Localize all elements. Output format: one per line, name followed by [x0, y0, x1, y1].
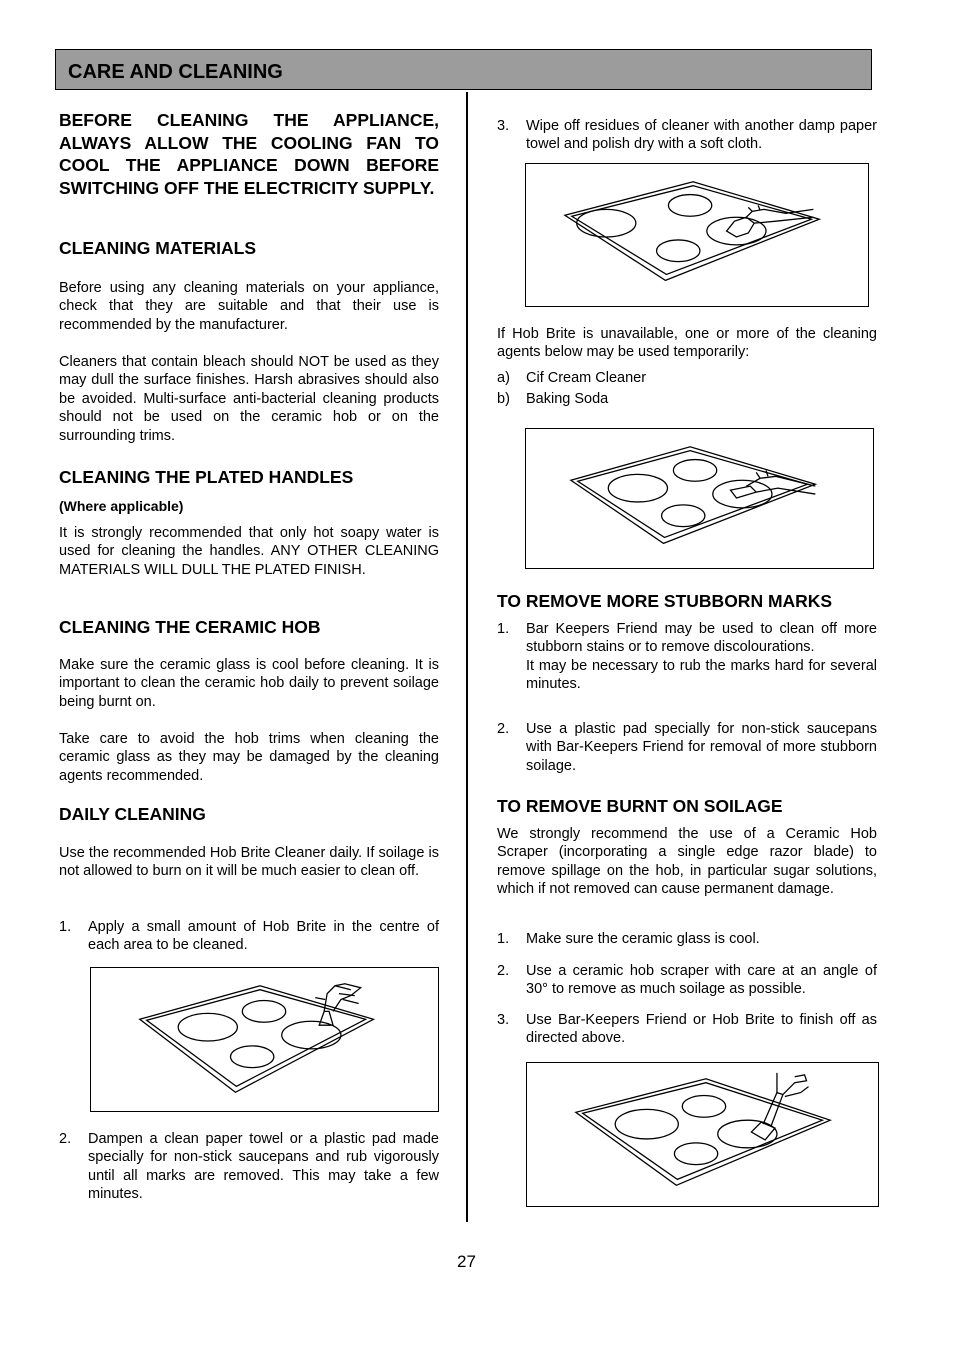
subheading-where-applicable: (Where applicable): [59, 498, 184, 514]
step-number: 2.: [497, 721, 510, 737]
hob-illustration-apply: [91, 968, 438, 1111]
burnt-paragraph: We strongly recommend the use of a Ceramic Hob Scraper (incorporating a single edge razor blade) to remove spillage on the hob, in particular sugar solutions, which if not removed can cause permanent damage.: [497, 826, 877, 898]
heading-cleaning-materials: CLEANING MATERIALS: [59, 238, 257, 258]
step-text: Use Bar-Keepers Friend or Hob Brite to finish off as directed above.: [526, 1012, 877, 1047]
hob-illustration-scraper: [527, 1063, 878, 1206]
item-label: a): [497, 370, 510, 386]
step-number: 1.: [497, 931, 510, 947]
item-text: Baking Soda: [526, 391, 609, 407]
step-number: 3.: [497, 118, 510, 134]
step-number: 2.: [497, 963, 510, 979]
hob-illustration-polish: [526, 164, 868, 306]
heading-daily-cleaning: DAILY CLEANING: [59, 804, 206, 824]
figure-alternative-cleaners: [525, 428, 874, 569]
heading-plated-handles: CLEANING THE PLATED HANDLES: [59, 467, 354, 487]
hob-paragraph-1: Make sure the ceramic glass is cool before cleaning. It is important to clean the ceramic hob daily to prevent soilage being burnt on.: [59, 657, 439, 710]
step-text: Use a plastic pad specially for non-stick saucepans with Bar-Keepers Friend for removal of more stubborn soilage.: [526, 721, 877, 774]
step-number: 1.: [59, 919, 72, 935]
alternatives-intro: If Hob Brite is unavailable, one or more of the cleaning agents below may be used temporarily:: [497, 326, 877, 361]
step-number: 3.: [497, 1012, 510, 1028]
daily-step-3: [497, 117, 877, 157]
item-text: Cif Cream Cleaner: [526, 370, 647, 386]
step-number: 2.: [59, 1131, 72, 1147]
stubborn-step-1: [497, 620, 877, 710]
item-label: b): [497, 391, 510, 407]
stubborn-step-2: [497, 720, 877, 778]
daily-step-2: [59, 1130, 439, 1206]
figure-hob-scraper: [526, 1062, 879, 1207]
figure-apply-cleaner: [90, 967, 439, 1112]
step-text-line-2: It may be necessary to rub the marks hard for several minutes.: [526, 657, 877, 693]
heading-stubborn-marks: TO REMOVE MORE STUBBORN MARKS: [497, 591, 833, 611]
column-divider: [466, 92, 468, 1222]
step-number: 1.: [497, 621, 510, 637]
burnt-step-3: [497, 1011, 877, 1051]
alternative-b: [497, 390, 877, 410]
daily-paragraph: Use the recommended Hob Brite Cleaner daily. If soilage is not allowed to burn on it will be much easier to clean off.: [59, 845, 439, 880]
materials-paragraph-1: Before using any cleaning materials on your appliance, check that they are suitable and that their use is recommended by the manufacturer.: [59, 280, 439, 333]
handles-paragraph: It is strongly recommended that only hot soapy water is used for cleaning the handles. ANY OTHER CLEANING MATERIALS WILL DULL THE PLATED FINISH.: [59, 525, 439, 578]
step-text: [526, 620, 877, 694]
step-text: Make sure the ceramic glass is cool.: [526, 931, 760, 947]
step-text: Wipe off residues of cleaner with another damp paper towel and polish dry with a soft cloth.: [526, 118, 877, 153]
alternative-a: [497, 369, 877, 389]
section-header: [55, 49, 872, 90]
step-text: Dampen a clean paper towel or a plastic pad made specially for non-stick saucepans and rub vigorously until all marks are removed. This may take a few minutes.: [88, 1131, 439, 1203]
step-text: Use a ceramic hob scraper with care at an angle of 30° to remove as much soilage as possible.: [526, 963, 877, 998]
materials-paragraph-2: Cleaners that contain bleach should NOT be used as they may dull the surface finishes. Harsh abrasives should also be avoided. Multi-surface anti-bacterial cleaning products should not be used on the ceramic hob or on the surrounding trims.: [59, 354, 439, 444]
heading-burnt-soilage: TO REMOVE BURNT ON SOILAGE: [497, 796, 783, 816]
hob-illustration-alternatives: [526, 429, 873, 568]
page-number: 27: [457, 1252, 476, 1271]
burnt-step-2: [497, 962, 877, 1002]
section-title: CARE AND CLEANING: [68, 61, 283, 83]
step-text: Apply a small amount of Hob Brite in the centre of each area to be cleaned.: [88, 919, 439, 954]
safety-warning: BEFORE CLEANING THE APPLIANCE, ALWAYS ALLOW THE COOLING FAN TO COOL THE APPLIANCE DOWN BEFORE SWITCHING OFF THE ELECTRICITY SUPPLY.: [59, 110, 439, 198]
heading-ceramic-hob: CLEANING THE CERAMIC HOB: [59, 617, 321, 637]
hob-paragraph-2: Take care to avoid the hob trims when cleaning the ceramic glass as they may be damaged by the cleaning agents recommended.: [59, 731, 439, 784]
step-text-line-1: Bar Keepers Friend may be used to clean off more stubborn stains or to remove discolourations.: [526, 621, 877, 656]
daily-step-1: [59, 918, 439, 958]
burnt-step-1: [497, 930, 877, 950]
figure-polish-dry: [525, 163, 869, 307]
